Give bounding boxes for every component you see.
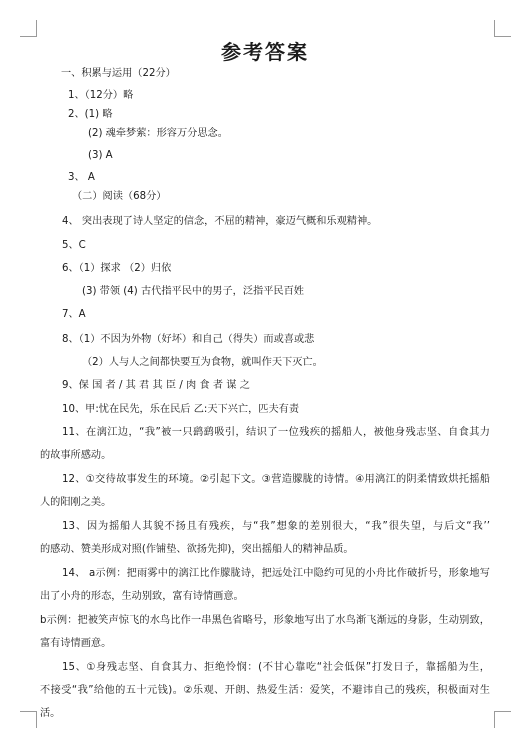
answer-line: 10、甲:忧在民先，乐在民后 乙:天下兴亡，匹夫有责 xyxy=(62,404,300,415)
answer-line: 6、（1）探求 （2）归依 xyxy=(62,263,172,274)
answer-line: 8、（1）不因为外物（好坏）和自己（得失）而或喜或悲 xyxy=(62,334,315,345)
answer-line: 人的阳刚之美。 xyxy=(40,497,112,508)
answer-line: 活。 xyxy=(40,708,61,719)
section-heading: （二）阅读（68分） xyxy=(72,191,167,202)
answer-line: 不接受“我”给他的五十元钱)。②乐观、开朗、热爱生活：爱笑，不避讳自己的残疾，积极面对生 xyxy=(40,685,490,696)
answer-line: 4、 突出表现了诗人坚定的信念，不屈的精神，豪迈气概和乐观精神。 xyxy=(62,216,378,227)
answer-line: （2）人与人之间都快要互为食物，就叫作天下灭亡。 xyxy=(82,357,323,368)
answer-line: 的感动、赞美形成对照(作铺垫、欲扬先抑)，突出摇船人的精神品质。 xyxy=(40,544,354,555)
answer-line: 7、A xyxy=(62,309,86,320)
answer-line: 出了小舟的形态，生动别致，富有诗情画意。 xyxy=(40,591,244,602)
answer-line: 11、在漓江边，“我”被一只鹞鹞吸引，结识了一位残疾的摇船人，被他身残志坚、自食其力 xyxy=(62,427,490,438)
crop-mark-top-left xyxy=(20,20,37,37)
answer-line: 12、①交待故事发生的环境。②引起下文。③营造朦胧的诗情。④用漓江的阴柔情致烘托摇船 xyxy=(62,474,490,485)
answer-line: 1、（12分）略 xyxy=(68,90,134,101)
answer-line: (3) A xyxy=(88,150,113,161)
crop-mark-bottom-left xyxy=(20,711,37,728)
answer-line: 14、 a示例：把雨雾中的漓江比作朦胧诗，把远处江中隐约可见的小舟比作破折号，形象地写 xyxy=(62,568,490,579)
answer-line: 13、因为摇船人其貌不扬且有残疾，与“我”想象的差别很大，“我”很失望，与后文“我’’ xyxy=(62,521,490,532)
crop-mark-bottom-right xyxy=(494,711,511,728)
answer-line: 5、C xyxy=(62,240,86,251)
answer-line: 3、 A xyxy=(68,172,95,183)
section-heading: 一、积累与运用（22分） xyxy=(61,68,176,79)
answer-line: 9、保 国 者 / 其 君 其 臣 / 肉 食 者 谋 之 xyxy=(62,380,250,391)
answer-line: 2、(1) 略 xyxy=(68,109,113,120)
answer-line: (2) 魂牵梦萦：形容万分思念。 xyxy=(88,128,228,139)
answer-line: (3) 带领 (4) 古代指平民中的男子，泛指平民百姓 xyxy=(82,286,304,297)
answer-line: 富有诗情画意。 xyxy=(40,638,112,649)
answer-line: 的故事所感动。 xyxy=(40,450,112,461)
answer-line: 15、①身残志坚、自食其力、拒绝怜悯：(不甘心靠吃“社会低保”打发日子，靠摇船为生， xyxy=(62,662,490,673)
crop-mark-top-right xyxy=(494,20,511,37)
page-title: 参考答案 xyxy=(221,40,309,64)
answer-line: b示例：把被笑声惊飞的水鸟比作一串黑色省略号，形象地写出了水鸟渐飞渐远的身影，生动别致， xyxy=(40,615,490,626)
